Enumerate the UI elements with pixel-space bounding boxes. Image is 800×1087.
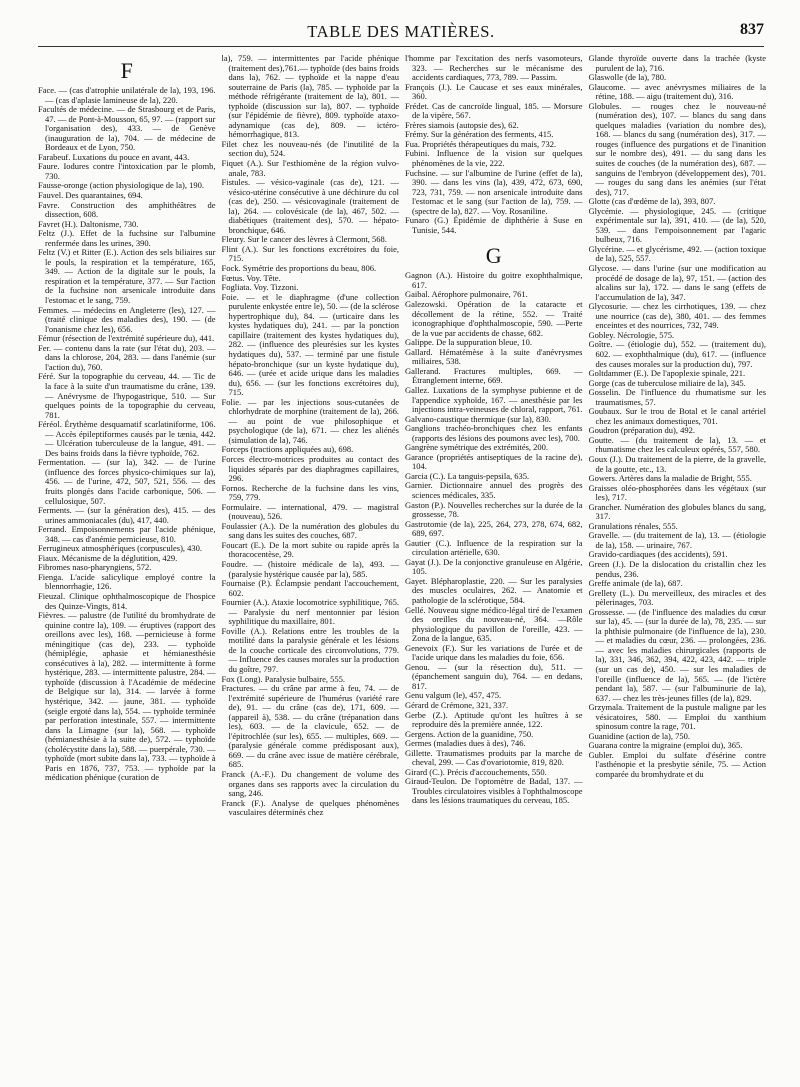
- section-letter-f: F: [120, 58, 133, 83]
- index-entry: Féréol. Érythème desquamatif scarlatiniforme, 106. — Accès épileptiformes causés par le tænia, 442. — Ulcération tuberculeuse de la langue, 491. — Des bains froids dans la fièvre typhoïde, 762.: [38, 419, 216, 458]
- index-entry: Gayat (J.). De la conjonctive granuleuse en Algérie, 105.: [405, 556, 583, 577]
- index-entry: Glande thyroïde ouverte dans la trachée (kyste purulent de la), 716.: [588, 54, 766, 73]
- index-entry: Guanidine (action de la), 750.: [588, 730, 690, 741]
- index-entry: Fiquet (A.). Sur l'esthiomène de la région vulvo-anale, 783.: [221, 158, 399, 178]
- index-entry: Greffe animale (de la), 687.: [588, 578, 683, 589]
- index-entry: Foucart (E.). De la mort subite ou rapide après la thoracocentèse, 29.: [221, 539, 399, 560]
- index-entry: Glycose. — dans l'urine (sur une modification au procédé de dosage de la), 97, 151. — (action des alcalins sur la), 172. — dans le sang (effets de l'accumulation de la), 347.: [588, 263, 766, 302]
- index-entry: Garance (propriétés antiseptiques de la racine de), 104.: [405, 451, 583, 472]
- index-column-2: [222, 54, 400, 1080]
- index-entry: Gaibal. Aérophore pulmonaire, 761.: [405, 289, 528, 300]
- index-entry: Fibromes naso-pharyngiens, 572.: [38, 562, 152, 573]
- index-entry: Germes (maladies dues à des), 746.: [405, 738, 526, 749]
- index-column-3: [405, 54, 583, 1080]
- index-entry: Granulations rénales, 555.: [588, 520, 678, 531]
- index-entry: Féré. Sur la topographie du cerveau, 44. — Tic de la face à la suite d'un traumatisme du crâne, 139. — Anévrysme de l'hypogastrique, 510. — Sur quelques points de la topographie du cerveau, 781.: [38, 371, 216, 420]
- index-entry: Gallerand. Fractures multiples, 669. — Étranglement interne, 669.: [405, 365, 583, 386]
- page-number: 837: [740, 21, 764, 38]
- index-entry: Favre. Construction des amphithéâtres de dissection, 608.: [38, 199, 216, 220]
- index-entry: Glaucome. — avec anévrysmes miliaires de la rétine, 188. — aigu (traitement du), 316.: [588, 81, 766, 102]
- index-entry: Fubini. Influence de la vision sur quelques phénomènes de la vie, 222.: [405, 148, 583, 169]
- index-entry: Goltdammer (E.). De l'apoplexie spinale, 221.: [588, 368, 746, 379]
- index-entry: Faure. Iodures contre l'intoxication par le plomb, 730.: [38, 161, 216, 181]
- index-entry: Goître. — (étiologie du), 552. — (traitement du), 602. — exophthalmique (du), 617. — (influence des causes morales sur la production du), 797.: [588, 339, 766, 369]
- page-header: [38, 20, 764, 47]
- index-entry: Folie. — par les injections sous-cutanées de chlorhydrate de morphine (traitement de la), 266. — au point de vue philosophique et psychologique (de la), 671. — chez les aliénés (simulation de la), 746.: [221, 396, 399, 445]
- page-title: TABLE DES MATIÈRES.: [307, 22, 495, 41]
- index-entry: Guarana contre la migraine (emploi du), 365.: [588, 740, 743, 751]
- index-entry: Glycémie. — physiologique, 245. — (critique expérimentale sur la), 391, 410. — (de la), 520, 539. — dans l'empoisonnement par l'agaric bulbeux, 716.: [588, 205, 766, 245]
- index-entry: Fièvres. — palustre (de l'utilité du bromhydrate de quinine contre la), 109. — éruptives (rapport des oreillons avec les), 168. —pernicieuse à forme méningitique (cas de), 233. — typhoïde (hémiplégie, aphasie et hémianesthésie consécutives à la), 282. — intermittente à forme hystérique, 283. — intermittente palustre, 284. — typhoïde (discussion à l'Académie de médecine de Belgique sur la), 314. — larvée à forme hystérique, 342. — jaune, 381. — typhoïde (seigle ergoté dans la), 554. — typhoïde terminée par perforation intestinale, 557. — intermittente dans la Limagne (sur la), 568. — typhoïde (hémianesthésie à la suite de), 572. — typhoïde (cholécystite dans la), 588. — puerpérale, 730. — typhoïde (mort subite dans la), 733. — typhoïde à Paris en 1876, 737, 753. — typhoïde par la médication phénique (curation de: [38, 610, 216, 783]
- index-entry: Fer. — contenu dans la rate (sur l'état du), 203. — dans la chlorose, 204, 283. — dans l'anémie (sur l'action du), 760.: [38, 342, 216, 372]
- index-entry: Fœtus. Voy. Tête.: [221, 272, 281, 283]
- index-entry: Foudre. — (histoire médicale de la), 493. — (paralysie hystérique causée par la), 585.: [221, 558, 399, 579]
- index-entry: Fermentation. — (sur la), 342. — de l'urine (influence des forces physico-chimiques sur la), 456. — de l'urine, 472, 507, 521, 556. — des fruits plongés dans l'acide carbonique, 506. — cellulosique, 507.: [38, 457, 216, 506]
- index-entry: Gergens. Action de la guanidine, 750.: [405, 728, 534, 739]
- index-entry: Gravelle. — (du traitement de la), 13. — (étiologie de la), 158. — urinaire, 767.: [588, 530, 766, 550]
- index-columns: [38, 54, 766, 1080]
- index-entry: Foville (A.). Relations entre les troubles de la motilité dans la paralysie générale et les lésions de la couche corticale des circonvolutions, 779. — Influence des causes morales sur la production du goître, 797.: [221, 625, 399, 674]
- index-entry: Glotte (cas d'œdème de la), 393, 807.: [588, 196, 716, 207]
- index-entry: Fausse-oronge (action physiologique de la), 190.: [38, 180, 204, 191]
- index-entry: Goutte. — (du traitement de la), 13. — et rhumatisme chez les calculeux opérés, 557, 580.: [588, 434, 766, 455]
- index-entry: Girard (C.). Précis d'accouchements, 550.: [405, 766, 547, 777]
- index-entry: Gallard. Hématémèse à la suite d'anévrysmes miliaires, 538.: [405, 346, 583, 367]
- index-entry: Favret (H.). Daltonisme, 730.: [38, 218, 139, 229]
- index-entry: Glycérine. — et glycérisme, 492. — (action toxique de la), 525, 557.: [588, 243, 766, 264]
- index-entry: Frères siamois (autopsie des), 62.: [405, 119, 519, 130]
- index-entry: Grellety (L.). Du merveilleux, des miracles et des pèlerinages, 703.: [588, 587, 766, 608]
- index-entry: Gorge (cas de tuberculose miliaire de la), 345.: [588, 377, 746, 388]
- index-entry: Frédet. Cas de cancroïde lingual, 185. — Morsure de la vipère, 567.: [405, 100, 583, 121]
- index-entry: Gosselin. De l'influence du rhumatisme sur les traumatismes, 57.: [588, 387, 766, 407]
- index-column-1: [38, 54, 216, 1080]
- index-entry: Fieuzal. Clinique ophthalmoscopique de l'hospice des Quinze-Vingts, 814.: [38, 590, 216, 611]
- index-entry: Fémur (résection de l'extrémité supérieure du), 441.: [38, 333, 215, 344]
- index-entry: Glaswolle (de la), 780.: [588, 72, 667, 83]
- index-entry: Ganglions trachéo-bronchiques chez les enfants (rapports des lésions des poumons avec les), 700.: [405, 423, 583, 443]
- index-entry: Galezowski. Opération de la cataracte et décollement de la rétine, 552. — Traité iconographique d'ophthalmoscopie, 590. —Perte de la vue par accidents de chasse, 682.: [405, 299, 583, 338]
- index-entry: Garnier. Dictionnaire annuel des progrès des sciences médicales, 335.: [405, 480, 583, 500]
- index-entry: Fiaux. Mécanisme de la déglutition, 429.: [38, 552, 178, 563]
- index-entry: Frémy. Sur la génération des ferments, 415.: [405, 129, 554, 140]
- index-entry: Fistules. — vésico-vaginale (cas de), 121. — vésico-utérine consécutive à une déchirure du col (cas de), 250. — vésicovaginale (traitement de la), 264. — colovésicale (de la), 467, 502. — diabétiques (traitement des), 570. — hépato-bronchique, 646.: [221, 177, 399, 235]
- index-entry: Fornos. Recherche de la fuchsine dans les vins, 759, 779.: [221, 482, 399, 503]
- index-entry: Fauvel. Des quarantaines, 694.: [38, 190, 143, 201]
- index-entry: Fractures. — du crâne par arme à feu, 74. — de l'extrémité supérieure de l'humérus (variété rare de), 91. — du crâne (cas de), 171, 609. — (appareil à), 538. — du crâne (trépanation dans les), 603. — de la clavicule, 652. — de l'épitrochlée (sur les), 655. — multiples, 669. — (paralysie générale comme prédisposant aux), 669. — du crâne avec issue de matière cérébrale, 685.: [221, 683, 399, 770]
- index-entry: Feltz (J.). Effet de la fuchsine sur l'albumine renfermée dans les urines, 390.: [38, 228, 216, 248]
- index-entry: Gayet. Blépharoplastie, 220. — Sur les paralysies des muscles oculaires, 262. — Anatomie et pathologie de la sclérotique, 584.: [405, 575, 583, 605]
- index-entry: Gerbe (Z.). Aptitude qu'ont les huîtres à se reproduire dès la première année, 122.: [405, 709, 583, 730]
- index-column-4: [589, 54, 767, 1080]
- index-entry: Forceps (tractions appliquées au), 698.: [221, 444, 354, 455]
- index-entry: Gastrotomie (de la), 225, 264, 273, 278, 674, 682, 689, 697.: [405, 518, 583, 539]
- index-entry: Grancher. Numération des globules blancs du sang, 317.: [588, 501, 766, 522]
- index-entry: Gaston (P.). Nouvelles recherches sur la durée de la grossesse, 78.: [405, 499, 583, 520]
- index-entry: Farabeuf. Luxations du pouce en avant, 443.: [38, 151, 190, 162]
- index-entry: Glycosurie. — chez les cirrhotiques, 139. — chez une nourrice (cas de), 380, 401. — des femmes enceintes et des nourrices, 732, 749.: [588, 301, 766, 331]
- index-entry: Ferrand. Empoisonnements par l'acide phénique, 348. — cas d'anémie pernicieuse, 810.: [38, 524, 216, 544]
- index-entry: Garcia (C.). La tanguis-pepsila, 635.: [405, 470, 530, 481]
- index-entry: Fock. Symétrie des proportions du beau, 806.: [221, 263, 377, 274]
- index-entry: Grzymala. Traitement de la pustule maligne par les vésicatoires, 580. — Emploi du xanthium spinosum contre la rage, 701.: [588, 702, 766, 732]
- index-entry: Goubaux. Sur le trou de Botal et le canal artériel chez les animaux domestiques, 701.: [588, 406, 766, 426]
- index-entry: Gravido-cardiaques (des accidents), 591.: [588, 549, 728, 560]
- index-entry: Foulassier (A.). De la numération des globules du sang dans les suites des couches, 687.: [221, 520, 399, 541]
- index-entry: Foie. — et le diaphragme (d'une collection purulente enkystée entre le), 50. — (de la sclérose hypertrophique du), 84. — (urticaire dans les kystes hydatiques du), 241. — par la ponction capillaire (traitement des kystes hydatiques du), 282. — (influence des pleurésies sur les kystes hydatiques du), 537. — terminé par une fistule hépato-bronchique (sur un kyste hydatique du), 646. — (urée et acide urique dans les maladies du), 656. — (sur les fonctions excrétoires du), 715.: [221, 291, 399, 398]
- index-entry: François (J.). Le Caucase et ses eaux minérales, 360.: [405, 81, 583, 102]
- index-entry: Goux (J.). Du traitement de la pierre, de la gravelle, de la goutte, etc., 13.: [588, 453, 766, 474]
- index-entry: Fienga. L'acide salicylique employé contre la blennorrhagie, 126.: [38, 571, 216, 592]
- index-entry: Fua. Propriétés thérapeutiques du mais, 732.: [405, 138, 557, 149]
- index-entry: Globules. — rouges chez le nouveau-né (numération des), 107. — blancs du sang dans quelques maladies (variation du nombre des), 168. — blancs du sang (numération des), 317. — rouges (influence des purgations et de l'inanition sur le nombre des), 491. — du sang dans les suites de couches (de la numération des), 687. — sanguins de l'embryon (développement des), 701. — rouges du sang dans les anémies (sur l'état des), 717.: [588, 100, 766, 197]
- index-entry: Fuchsine. — sur l'albumine de l'urine (effet de la), 390. — dans les vins (la), 439, 472, 673, 690, 723, 731, 759. — non arsenicale introduite dans l'estomac et le sang (sur l'action de la), 759. — (spectre de la), 827. — Voy. Rosaniline.: [405, 167, 583, 216]
- index-entry: Franck (F.). Analyse de quelques phénomènes vasculaires déterminés chez: [221, 797, 399, 818]
- index-entry: Genu valgum (le), 457, 475.: [405, 690, 502, 701]
- index-entry: Green (J.). De la dislocation du cristallin chez les pendus, 236.: [588, 558, 766, 579]
- index-entry: Gowers. Artères dans la maladie de Bright, 555.: [588, 473, 752, 484]
- index-entry: Grossesse. — (de l'influence des maladies du cœur sur la), 45. — (sur la durée de la), 78, 235. — sur la phthisie pulmonaire (de l'influence de la), 230. — et maladies du cœur, 236. — prolongées, 236. — avec les maladies chirurgicales (rapports de la), 331, 346, 362, 394, 422, 423, 442. — triple (sur un cas de), 450. — sur les maladies de l'oreille (influence de la), 565. — (de l'ictère pendant la), 587. — (sur l'albuminurie de la), 637. — chez les très-jeunes filles (de la), 829.: [588, 606, 766, 703]
- index-entry: Gellé. Nouveau signe médico-légal tiré de l'examen des oreilles du nouveau-né, 364. —Rôle physiologique du pavillon de l'oreille, 423. — Zona de la langue, 635.: [405, 604, 583, 644]
- index-entry: Genou. — (sur la résection du), 511. — (épanchement sanguin du), 764. — en dedans, 817.: [405, 661, 583, 691]
- section-letter-g: G: [485, 243, 502, 269]
- index-entry: Galippe. De la suppuration bleue, 10.: [405, 337, 532, 348]
- index-entry: Femmes. — médecins en Angleterre (les), 127. — (traité clinique des maladies des), 190. — (de l'onanisme chez les), 656.: [38, 304, 216, 334]
- index-entry: Gautier (C.). Influence de la respiration sur la circulation artérielle, 630.: [405, 537, 583, 558]
- index-entry: Fournaise (P.). Éclampsie pendant l'accouchement, 602.: [221, 578, 399, 598]
- index-entry: Gagnon (A.). Histoire du goitre exophthalmique, 617.: [405, 270, 583, 290]
- index-entry: Gillette. Traumatismes produits par la marche de cheval, 299. — Cas d'ovariotomie, 819, 820.: [405, 747, 583, 768]
- index-entry: Filet chez les nouveau-nés (de l'inutilité de la section du), 524.: [221, 138, 399, 159]
- index-entry: Face. — (cas d'atrophie unilatérale de la), 193, 196. — (cas d'aplasie lamineuse de la), 220.: [38, 85, 216, 105]
- index-entry: Fleury. Sur le cancer des lèvres à Clermont, 568.: [221, 234, 387, 245]
- index-entry: Flint (A.). Sur les fonctions excrétoires du foie, 715.: [221, 243, 399, 264]
- index-entry: Ferrugineux atmosphériques (corpuscules), 430.: [38, 543, 203, 554]
- index-entry: Graisses oléo-phosphorées dans les végétaux (sur les), 717.: [588, 482, 766, 503]
- index-entry: Fournier (A.). Ataxie locomotrice syphilitique, 765. — Paralysie du nerf mentonnier par lésion syphilitique du maxillaire, 801.: [221, 597, 399, 627]
- index-entry: Galvano-caustique thermique (sur la), 830.: [405, 413, 551, 424]
- index-entry: Gubler. Emploi du sulfate d'ésérine contre l'asthénopie et la presbytie sénile, 75. — Action comparée du bromhydrate et du: [588, 749, 766, 780]
- index-entry: la), 759. — intermittentes par l'acide phénique (traitement des),761.— typhoïde (des bains froids dans la), 762. — typhoïde et la nappe d'eau souterraine de Paris (la), 785. — typhoïde par la méthode réfrigérante (traitement de la), 801. — typhoïde (discussion sur la), 807. — typhoïde (sur l'épidémie de fièvre), 809. typhoïde ataxo-adynamique (cas de), 809. — ictéro-hémorrhagique, 813.: [221, 54, 399, 140]
- index-entry: Feltz (V.) et Ritter (E.). Action des sels biliaires sur le pouls, la respiration et la température, 165, 349. — Action de la digitale sur le pouls, la respiration et la température, 377. — Sur l'action de la fuchsine non arsenicale introduite dans l'estomac et le sang, 759.: [38, 247, 216, 306]
- index-entry: Franck (A.-F.). Du changement de volume des organes dans ses rapports avec la circulation du sang, 246.: [221, 769, 399, 799]
- index-entry: Gérard de Crémone, 321, 337.: [405, 700, 509, 710]
- index-entry: Fogliata. Voy. Tizzoni.: [221, 282, 299, 293]
- index-entry: Facultés de médecine. — de Strasbourg et de Paris, 47. — de Pont-à-Mousson, 65, 97. — (rapport sur l'organisation des), 433. — de Genève (inauguration de la), 704. — de médecine de Bordeaux et de Lyon, 750.: [38, 104, 216, 153]
- index-entry: Ferments. — (sur la génération des), 415. — des urines ammoniacales (du), 417, 440.: [38, 505, 216, 525]
- index-entry: l'homme par l'excitation des nerfs vasomoteurs, 323. — Recherches sur le mécanisme des accidents cardiaques, 773, 789. — Passim.: [405, 54, 583, 83]
- index-entry: Formulaire. — international, 479. — magistral (nouveau), 526.: [221, 501, 399, 522]
- index-entry: Fox (Long). Paralysie bulbaire, 555.: [221, 673, 345, 684]
- index-entry: Giraud-Teulon. De l'optomètre de Badal, 137. — Troubles circulatoires visibles à l'ophthalmoscope dans les lésions traumatiques du cerveau, 185.: [405, 776, 583, 806]
- index-entry: Gobley. Nécrologie, 575.: [588, 329, 675, 340]
- index-entry: Goudron (préparation du), 492.: [588, 425, 695, 436]
- index-entry: Gangrène symétrique des extrémités, 200.: [405, 442, 549, 453]
- index-entry: Gallez. Luxations de la symphyse pubienne et de l'appendice xyphoïde, 167. — anesthésie par les injections intra-veineuses de chloral, rapport, 761.: [405, 384, 583, 415]
- index-entry: Funaro (G.) Épidémie de diphthérie à Suse en Tunisie, 544.: [405, 215, 583, 235]
- index-entry: Genevoix (F.). Sur les variations de l'urée et de l'acide urique dans les maladies du foie, 656.: [405, 642, 583, 663]
- index-entry: Forces électro-motrices produites au contact des liquides séparés par des diaphragmes capillaires, 296.: [221, 453, 399, 484]
